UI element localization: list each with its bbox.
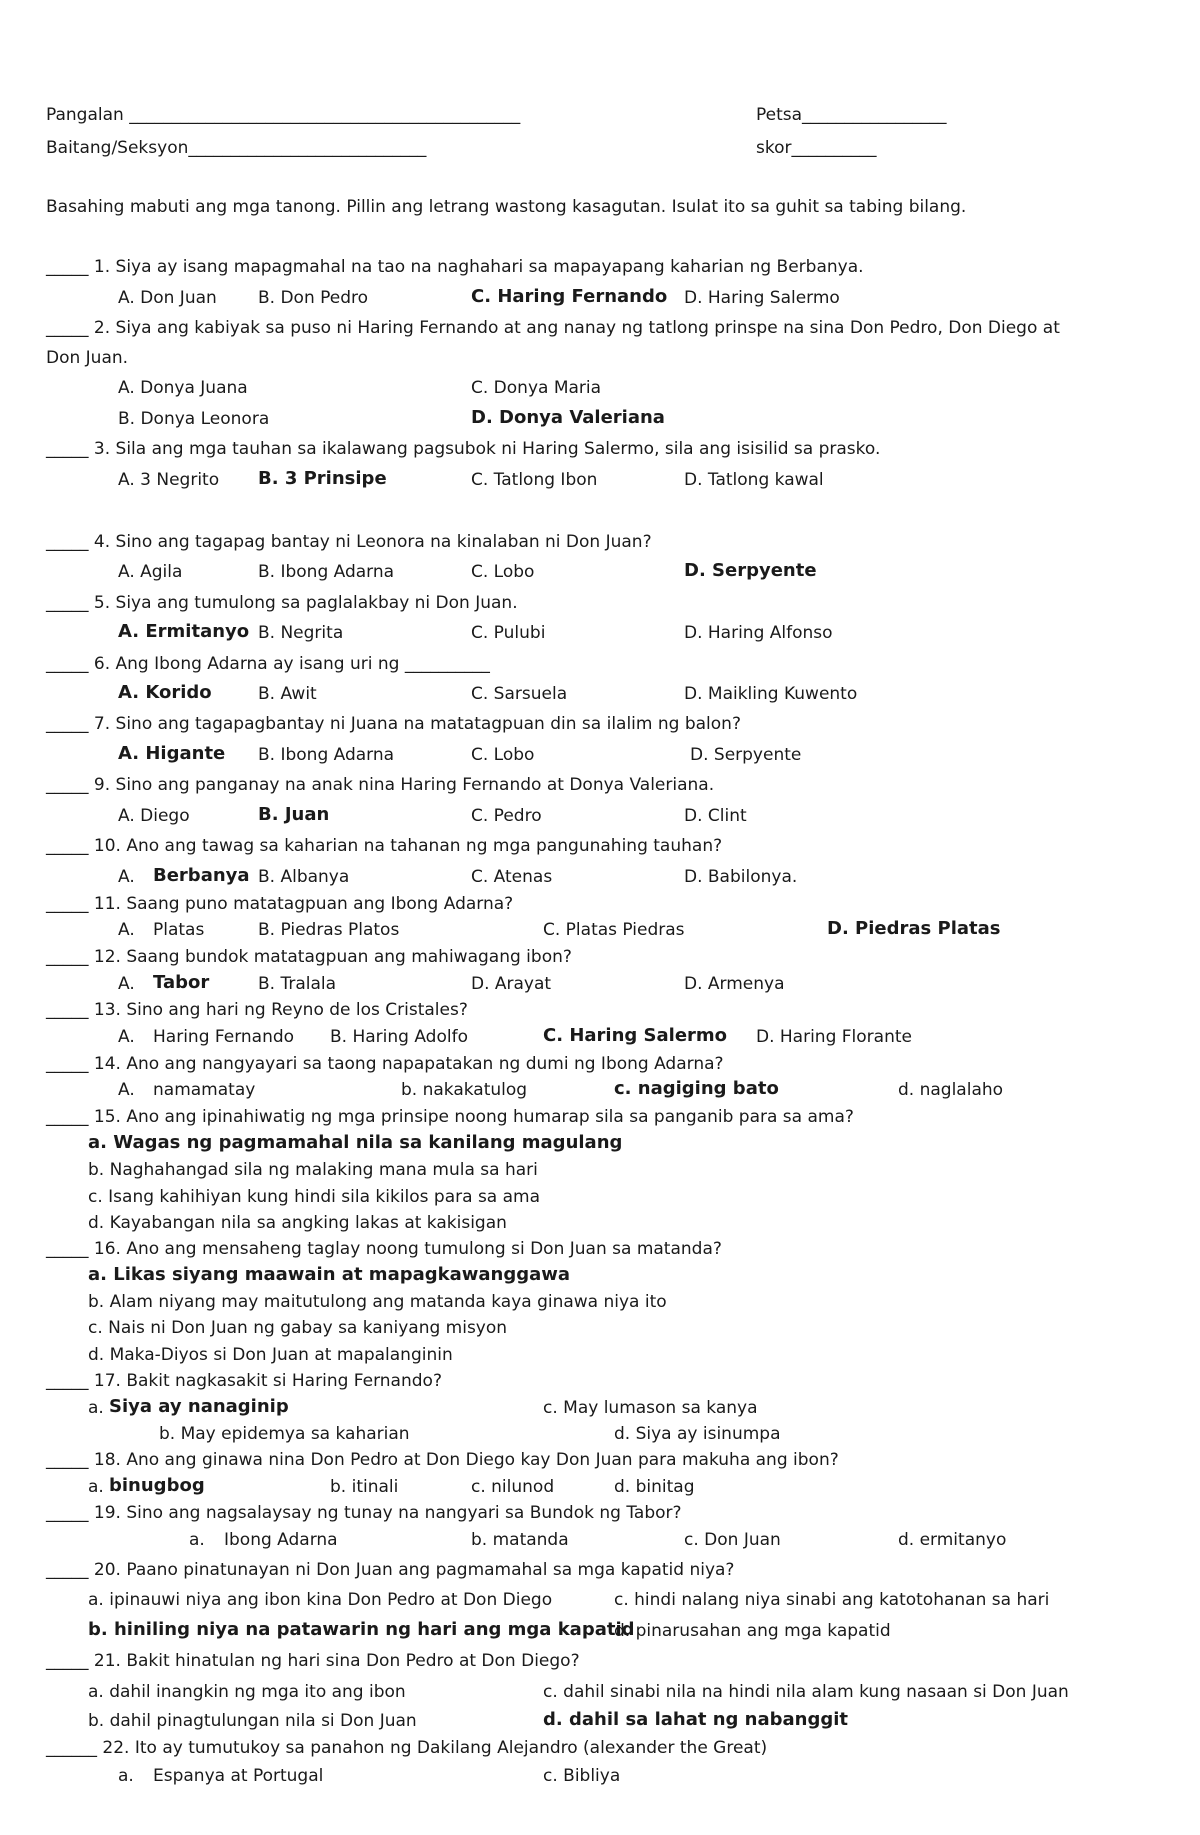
question-21: _____ 21. Bakit hinatulan ng hari sina Don Pedro at Don Diego? <box>46 1651 580 1671</box>
choice-1d: D. Haring Salermo <box>684 288 840 308</box>
choice-3c: C. Tatlong Ibon <box>471 470 598 490</box>
choice-19a-letter: a. <box>189 1530 205 1550</box>
choice-17b: b. May epidemya sa kaharian <box>159 1424 410 1444</box>
choice-7a-answer: A. Higante <box>118 743 226 764</box>
choice-2c: C. Donya Maria <box>471 378 602 398</box>
choice-17d: d. Siya ay isinumpa <box>614 1424 781 1444</box>
question-13: _____ 13. Sino ang hari ng Reyno de los Cristales? <box>46 1000 468 1020</box>
choice-4b: B. Ibong Adarna <box>258 562 395 582</box>
choice-14c-answer: c. nagiging bato <box>614 1078 779 1099</box>
question-4: _____ 4. Sino ang tagapag bantay ni Leonora na kinalaban ni Don Juan? <box>46 532 652 552</box>
choice-12d: D. Armenya <box>684 974 785 994</box>
choice-21c: c. dahil sinabi nila na hindi nila alam kung nasaan si Don Juan <box>543 1682 1069 1702</box>
question-16: _____ 16. Ano ang mensaheng taglay noong tumulong si Don Juan sa matanda? <box>46 1239 722 1259</box>
question-1: _____ 1. Siya ay isang mapagmahal na tao na naghahari sa mapayapang kaharian ng Berbanya. <box>46 257 864 277</box>
choice-5c: C. Pulubi <box>471 623 546 643</box>
choice-10d: D. Babilonya. <box>684 867 798 887</box>
choice-18d: d. binitag <box>614 1477 695 1497</box>
choice-4d-answer: D. Serpyente <box>684 560 817 581</box>
choice-13c-answer: C. Haring Salermo <box>543 1025 728 1046</box>
choice-14d: d. naglalaho <box>898 1080 1004 1100</box>
question-5: _____ 5. Siya ang tumulong sa paglalakbay ni Don Juan. <box>46 593 518 613</box>
choice-6b: B. Awit <box>258 684 317 704</box>
choice-5a-answer: A. Ermitanyo <box>118 621 250 642</box>
choice-16d: d. Maka-Diyos si Don Juan at mapalanginin <box>88 1345 453 1365</box>
choice-11b: B. Piedras Platos <box>258 920 400 940</box>
choice-18b: b. itinali <box>330 1477 399 1497</box>
date-field[interactable]: Petsa_________________ <box>756 105 947 125</box>
choice-13b: B. Haring Adolfo <box>330 1027 468 1047</box>
choice-17a-answer: Siya ay nanaginip <box>109 1396 289 1417</box>
choice-1b: B. Don Pedro <box>258 288 369 308</box>
name-field[interactable]: Pangalan ______________________________________________ <box>46 105 521 125</box>
section-field[interactable]: Baitang/Seksyon____________________________ <box>46 138 427 158</box>
question-19: _____ 19. Sino ang nagsalaysay ng tunay na nangyari sa Bundok ng Tabor? <box>46 1503 682 1523</box>
choice-12a-answer: Tabor <box>153 972 210 993</box>
question-3: _____ 3. Sila ang mga tauhan sa ikalawang pagsubok ni Haring Salermo, sila ang isisilid sa prasko. <box>46 439 881 459</box>
choice-1c-answer: C. Haring Fernando <box>471 286 668 307</box>
choice-19c: c. Don Juan <box>684 1530 781 1550</box>
choice-16b: b. Alam niyang may maitutulong ang matanda kaya ginawa niya ito <box>88 1292 667 1312</box>
choice-17a-letter: a. <box>88 1398 104 1418</box>
question-11: _____ 11. Saang puno matatagpuan ang Ibong Adarna? <box>46 894 514 914</box>
choice-2d-answer: D. Donya Valeriana <box>471 407 665 428</box>
choice-21b: b. dahil pinagtulungan nila si Don Juan <box>88 1711 417 1731</box>
choice-10c: C. Atenas <box>471 867 553 887</box>
choice-18a-letter: a. <box>88 1477 104 1497</box>
choice-5d: D. Haring Alfonso <box>684 623 833 643</box>
choice-11a-letter: A. <box>118 920 135 940</box>
choice-19d: d. ermitanyo <box>898 1530 1007 1550</box>
choice-14a: namamatay <box>153 1080 256 1100</box>
choice-20a: a. ipinauwi niya ang ibon kina Don Pedro at Don Diego <box>88 1590 553 1610</box>
choice-5b: B. Negrita <box>258 623 344 643</box>
choice-20c: c. hindi nalang niya sinabi ang katotohanan sa hari <box>614 1590 1050 1610</box>
choice-1a: A. Don Juan <box>118 288 217 308</box>
choice-15a-answer: a. Wagas ng pagmamahal nila sa kanilang magulang <box>88 1132 623 1153</box>
score-field[interactable]: skor__________ <box>756 138 877 158</box>
question-6: _____ 6. Ang Ibong Adarna ay isang uri ng __________ <box>46 654 490 674</box>
choice-19b: b. matanda <box>471 1530 569 1550</box>
choice-9a: A. Diego <box>118 806 190 826</box>
choice-9d: D. Clint <box>684 806 747 826</box>
question-2-cont: Don Juan. <box>46 348 129 368</box>
choice-18a-answer: binugbog <box>109 1475 205 1496</box>
choice-22a-letter: a. <box>118 1766 134 1786</box>
choice-10b: B. Albanya <box>258 867 350 887</box>
choice-2a: A. Donya Juana <box>118 378 248 398</box>
question-18: _____ 18. Ano ang ginawa nina Don Pedro at Don Diego kay Don Juan para makuha ang ibon? <box>46 1450 839 1470</box>
question-2: _____ 2. Siya ang kabiyak sa puso ni Haring Fernando at ang nanay ng tatlong prinspe na sina Don Pedro, Don Diego at <box>46 318 1060 338</box>
choice-19a: Ibong Adarna <box>224 1530 338 1550</box>
question-14: _____ 14. Ano ang nangyayari sa taong napapatakan ng dumi ng Ibong Adarna? <box>46 1054 724 1074</box>
choice-13d: D. Haring Florante <box>756 1027 912 1047</box>
choice-3d: D. Tatlong kawal <box>684 470 824 490</box>
choice-6d: D. Maikling Kuwento <box>684 684 858 704</box>
choice-20d: d. pinarusahan ang mga kapatid <box>614 1621 891 1641</box>
choice-2b: B. Donya Leonora <box>118 409 270 429</box>
choice-7d: D. Serpyente <box>690 745 802 765</box>
choice-12a-letter: A. <box>118 974 135 994</box>
question-9: _____ 9. Sino ang panganay na anak nina Haring Fernando at Donya Valeriana. <box>46 775 715 795</box>
choice-16a-answer: a. Likas siyang maawain at mapagkawanggawa <box>88 1264 571 1285</box>
choice-15b: b. Naghahangad sila ng malaking mana mula sa hari <box>88 1160 538 1180</box>
question-22: ______ 22. Ito ay tumutukoy sa panahon ng Dakilang Alejandro (alexander the Great) <box>46 1738 768 1758</box>
choice-22a: Espanya at Portugal <box>153 1766 324 1786</box>
choice-20b-answer: b. hiniling niya na patawarin ng hari ang mga kapatid <box>88 1619 635 1640</box>
question-20: _____ 20. Paano pinatunayan ni Don Juan ang pagmamahal sa mga kapatid niya? <box>46 1560 735 1580</box>
choice-10a-letter: A. <box>118 867 135 887</box>
choice-16c: c. Nais ni Don Juan ng gabay sa kaniyang misyon <box>88 1318 508 1338</box>
question-10: _____ 10. Ano ang tawag sa kaharian na tahanan ng mga pangunahing tauhan? <box>46 836 723 856</box>
question-15: _____ 15. Ano ang ipinahiwatig ng mga prinsipe noong humarap sila sa panganib para sa ama? <box>46 1107 854 1127</box>
choice-22c: c. Bibliya <box>543 1766 621 1786</box>
choice-13a-letter: A. <box>118 1027 135 1047</box>
choice-3b-answer: B. 3 Prinsipe <box>258 468 387 489</box>
choice-4a: A. Agila <box>118 562 183 582</box>
choice-6a-answer: A. Korido <box>118 682 212 703</box>
choice-12b: B. Tralala <box>258 974 337 994</box>
choice-7c: C. Lobo <box>471 745 535 765</box>
choice-11a: Platas <box>153 920 205 940</box>
choice-9b-answer: B. Juan <box>258 804 330 825</box>
choice-13a: Haring Fernando <box>153 1027 295 1047</box>
choice-10a-answer: Berbanya <box>153 865 250 886</box>
choice-15d: d. Kayabangan nila sa angking lakas at kakisigan <box>88 1213 507 1233</box>
choice-12c: D. Arayat <box>471 974 552 994</box>
question-12: _____ 12. Saang bundok matatagpuan ang mahiwagang ibon? <box>46 947 572 967</box>
question-17: _____ 17. Bakit nagkasakit si Haring Fernando? <box>46 1371 442 1391</box>
choice-11c: C. Platas Piedras <box>543 920 685 940</box>
question-7: _____ 7. Sino ang tagapagbantay ni Juana na matatagpuan din sa ilalim ng balon? <box>46 714 741 734</box>
choice-6c: C. Sarsuela <box>471 684 568 704</box>
choice-3a: A. 3 Negrito <box>118 470 220 490</box>
choice-21d-answer: d. dahil sa lahat ng nabanggit <box>543 1709 849 1730</box>
choice-11d-answer: D. Piedras Platas <box>827 918 1001 939</box>
choice-21a: a. dahil inangkin ng mga ito ang ibon <box>88 1682 406 1702</box>
choice-14a-letter: A. <box>118 1080 135 1100</box>
choice-9c: C. Pedro <box>471 806 542 826</box>
choice-14b: b. nakakatulog <box>401 1080 528 1100</box>
instructions: Basahing mabuti ang mga tanong. Pillin ang letrang wastong kasagutan. Isulat ito sa guhit sa tabing bilang. <box>46 197 967 217</box>
choice-15c: c. Isang kahihiyan kung hindi sila kikilos para sa ama <box>88 1187 541 1207</box>
choice-18c: c. nilunod <box>471 1477 555 1497</box>
choice-7b: B. Ibong Adarna <box>258 745 395 765</box>
choice-4c: C. Lobo <box>471 562 535 582</box>
choice-17c: c. May lumason sa kanya <box>543 1398 758 1418</box>
